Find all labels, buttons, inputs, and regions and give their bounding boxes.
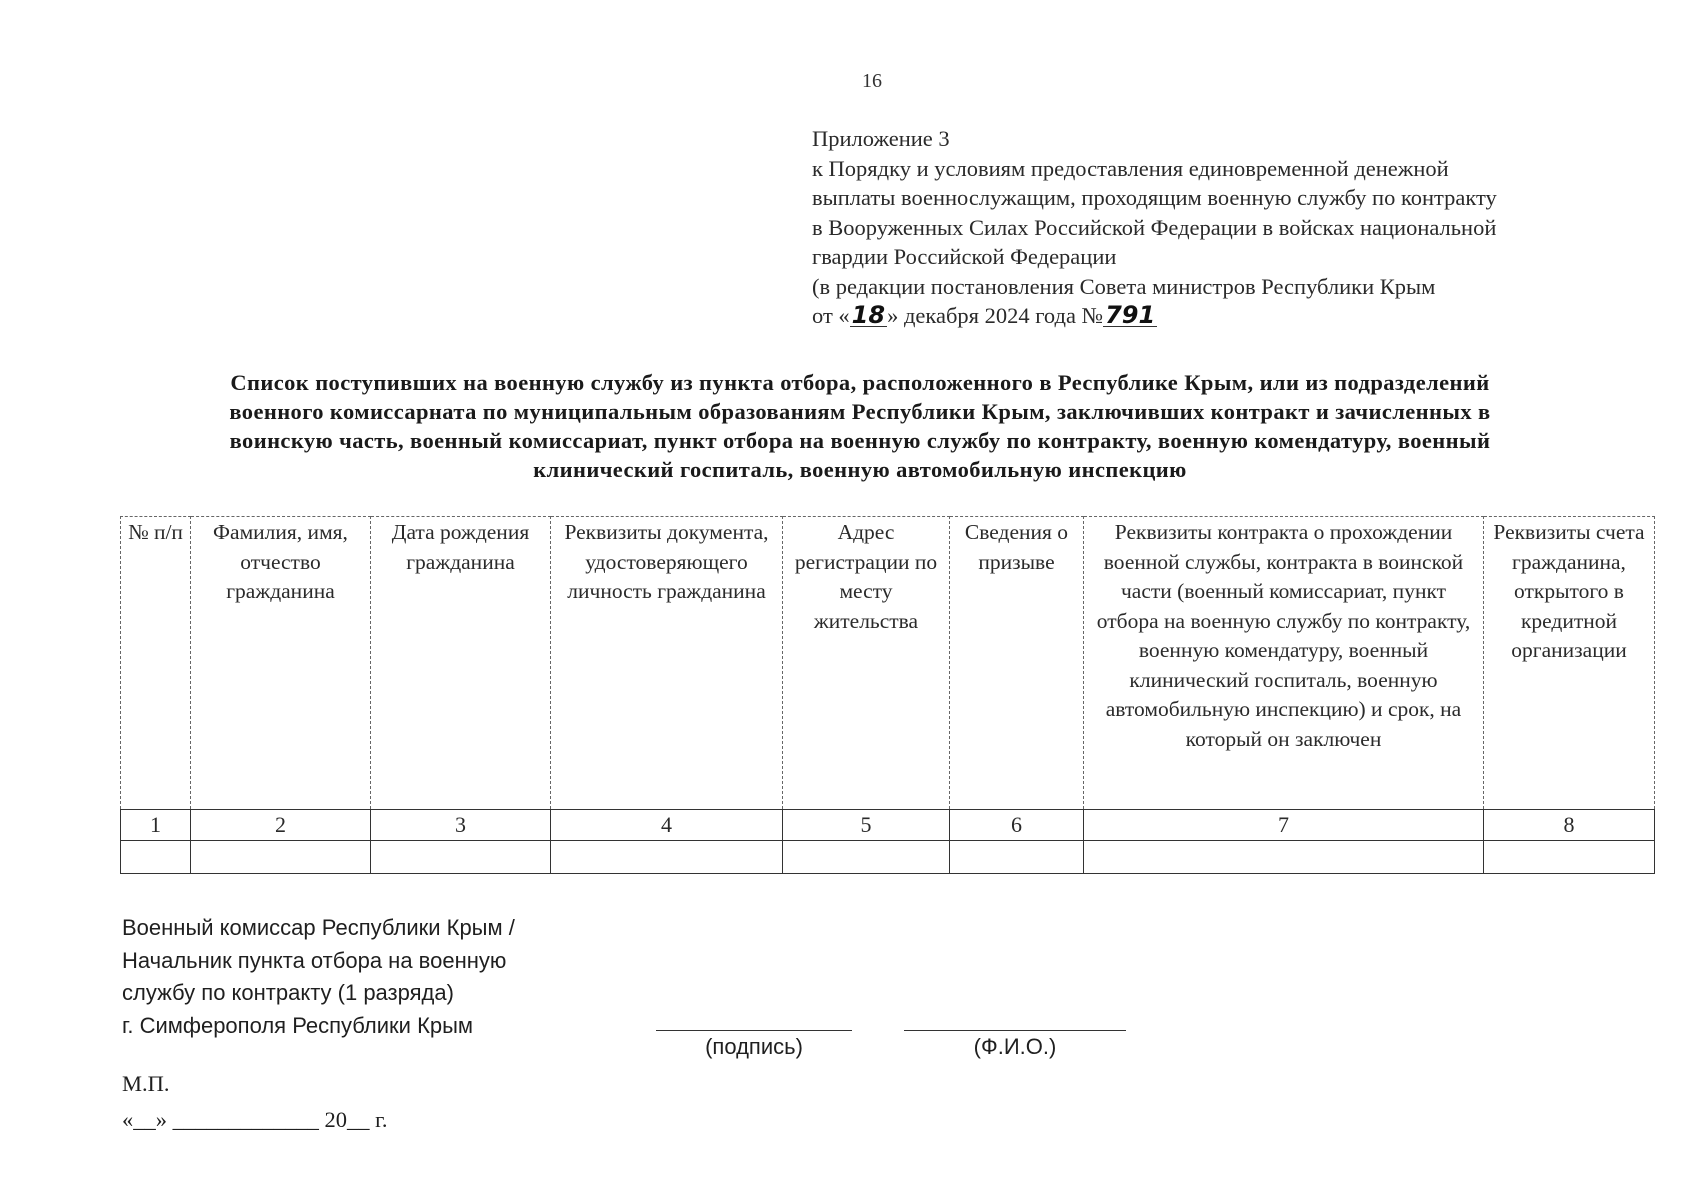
column-number: 6 xyxy=(950,810,1084,841)
appendix-line: к Порядку и условиям предоставления единовременной денежной xyxy=(812,155,1449,181)
col-header-bank-account: Реквизиты счета гражданина, открытого в кредитной организации xyxy=(1484,517,1655,810)
empty-cell xyxy=(191,841,371,874)
title-line: Список поступивших на военную службу из пункта отбора, расположенного в Республике Крым, или из подразделений xyxy=(230,370,1490,395)
col-header-address: Адрес регистрации по месту жительства xyxy=(783,517,950,810)
column-number: 4 xyxy=(551,810,783,841)
handwritten-doc-number: 791 xyxy=(1105,301,1156,329)
date-middle: » декабря 2024 года № xyxy=(887,303,1104,328)
col-header-id-document: Реквизиты документа, удостоверяющего личность гражданина xyxy=(551,517,783,810)
title-line: клинический госпиталь, военную автомобильную инспекцию xyxy=(533,457,1187,482)
header-row xyxy=(121,517,1655,810)
column-number: 8 xyxy=(1484,810,1655,841)
signer-line: службу по контракту (1 разряда) xyxy=(122,980,454,1005)
col-header-contract: Реквизиты контракта о прохождении военной службы, контракта в воинской части (военный комиссариат, пункт отбора на военную службу по контракту, военную комендатуру, военный клинический госпиталь, военную автомобильную инспекцию) и срок, на который он заключен xyxy=(1084,517,1484,810)
empty-cell xyxy=(551,841,783,874)
empty-cell xyxy=(1484,841,1655,874)
signer-line: Военный комиссар Республики Крым / xyxy=(122,915,515,940)
column-number: 5 xyxy=(783,810,950,841)
stamp-label: М.П. xyxy=(122,1071,170,1096)
col-header-full-name: Фамилия, имя, отчество гражданина xyxy=(191,517,371,810)
empty-data-row xyxy=(121,841,1655,874)
date-line: «__» _____________ 20__ г. xyxy=(122,1107,388,1132)
column-number-row xyxy=(121,810,1655,841)
register-table xyxy=(120,516,1655,874)
empty-cell xyxy=(950,841,1084,874)
signature-caption: (подпись) xyxy=(705,1034,803,1059)
empty-cell xyxy=(121,841,191,874)
appendix-line: в Вооруженных Силах Российской Федерации в войсках национальной xyxy=(812,214,1497,240)
signer-line: Начальник пункта отбора на военную xyxy=(122,947,507,973)
column-number: 2 xyxy=(191,810,371,841)
appendix-line: выплаты военнослужащим, проходящим военную службу по контракту xyxy=(812,185,1497,210)
col-header-number: № п/п xyxy=(121,517,191,810)
appendix-block xyxy=(812,124,1652,331)
fio-line xyxy=(904,1030,1126,1031)
signature-line xyxy=(656,1030,852,1031)
handwritten-day: 18 xyxy=(851,301,886,329)
title-line: военного комиссарната по муниципальным образованиям Республики Крым, заключивших контракт и зачисленных в xyxy=(229,399,1491,424)
empty-cell xyxy=(783,841,950,874)
title-line: воинскую часть, военный комиссариат, пункт отбора на военную службу по контракту, военную комендатуру, военный xyxy=(229,428,1491,453)
signer-block xyxy=(122,912,515,1042)
stamp-block xyxy=(122,1066,387,1138)
empty-cell xyxy=(1084,841,1484,874)
appendix-line: гвардии Российской Федерации xyxy=(812,244,1117,269)
appendix-line: (в редакции постановления Совета министров Республики Крым xyxy=(812,273,1436,299)
document-title xyxy=(140,368,1580,484)
column-number: 3 xyxy=(371,810,551,841)
column-number: 7 xyxy=(1084,810,1484,841)
page-number: 16 xyxy=(862,70,882,92)
signer-line: г. Симферополя Республики Крым xyxy=(122,1012,474,1038)
appendix-line: Приложение 3 xyxy=(812,126,950,151)
col-header-conscription: Сведения о призыве xyxy=(950,517,1084,810)
col-header-birth-date: Дата рождения гражданина xyxy=(371,517,551,810)
appendix-date-line xyxy=(812,301,1652,331)
fio-caption: (Ф.И.О.) xyxy=(973,1034,1057,1059)
column-number: 1 xyxy=(121,810,191,841)
date-prefix: от « xyxy=(812,303,850,328)
empty-cell xyxy=(371,841,551,874)
